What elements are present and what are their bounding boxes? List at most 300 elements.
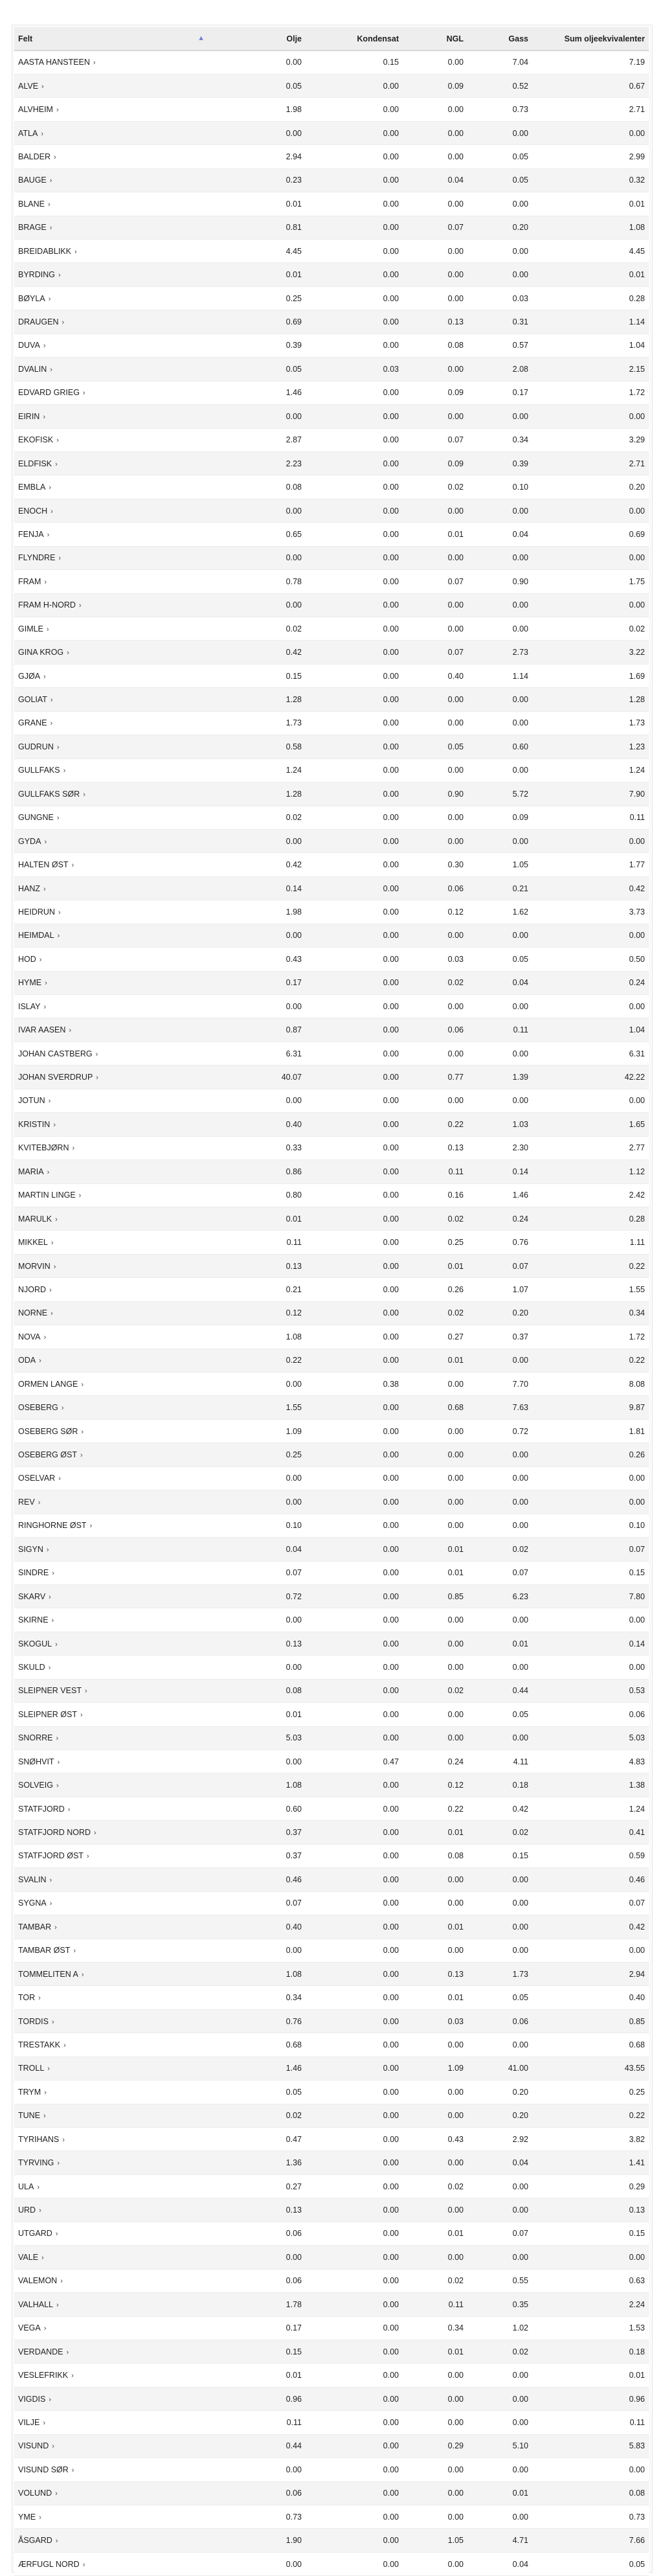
field-link[interactable]: JOTUN [18,1096,45,1106]
field-name-cell[interactable] [14,2104,208,2127]
field-link[interactable]: BAUGE [18,176,47,185]
field-name-cell[interactable] [14,1962,208,1985]
field-name-cell[interactable] [14,381,208,404]
chevron-right-icon[interactable]: › [44,838,47,846]
field-name-cell[interactable] [14,641,208,664]
field-name-cell[interactable] [14,1891,208,1915]
field-link[interactable]: TAMBAR ØST [18,1946,71,1955]
field-link[interactable]: SNØHVIT [18,1757,54,1766]
field-name-cell[interactable] [14,546,208,569]
field-name-cell[interactable] [14,758,208,782]
chevron-right-icon[interactable]: › [81,1970,84,1979]
chevron-right-icon[interactable]: › [54,1923,57,1932]
chevron-right-icon[interactable]: › [46,1545,49,1554]
field-name-cell[interactable] [14,948,208,971]
chevron-right-icon[interactable]: › [48,1663,51,1672]
chevron-right-icon[interactable]: › [84,1687,87,1696]
field-name-cell[interactable] [14,2057,208,2080]
field-name-cell[interactable] [14,1466,208,1490]
field-name-cell[interactable] [14,1514,208,1537]
field-link[interactable]: SOLVEIG [18,1781,53,1790]
chevron-right-icon[interactable]: › [39,1357,41,1365]
field-name-cell[interactable] [14,711,208,735]
field-link[interactable]: SKARV [18,1591,46,1601]
field-link[interactable]: HEIDRUN [18,907,55,917]
field-name-cell[interactable] [14,2387,208,2410]
chevron-right-icon[interactable]: › [66,2348,69,2356]
field-link[interactable]: SKOGUL [18,1639,52,1648]
field-name-cell[interactable] [14,168,208,192]
chevron-right-icon[interactable]: › [46,625,49,633]
chevron-right-icon[interactable]: › [80,1452,83,1460]
chevron-right-icon[interactable]: › [81,1428,84,1436]
field-name-cell[interactable] [14,2033,208,2057]
field-name-cell[interactable] [14,971,208,994]
chevron-right-icon[interactable]: › [47,2065,50,2073]
field-link[interactable]: OSEBERG ØST [18,1450,77,1460]
field-name-cell[interactable] [14,2529,208,2552]
field-name-cell[interactable] [14,900,208,924]
chevron-right-icon[interactable]: › [52,1569,54,1578]
field-name-cell[interactable] [14,1207,208,1230]
field-name-cell[interactable] [14,617,208,641]
field-name-cell[interactable] [14,2552,208,2575]
chevron-right-icon[interactable]: › [56,437,59,445]
chevron-right-icon[interactable]: › [50,696,53,705]
chevron-right-icon[interactable]: › [67,649,69,657]
field-name-cell[interactable] [14,286,208,310]
field-link[interactable]: SINDRE [18,1568,49,1578]
field-link[interactable]: OSEBERG SØR [18,1426,78,1436]
chevron-right-icon[interactable]: › [48,1097,51,1106]
chevron-right-icon[interactable]: › [55,2490,58,2498]
chevron-right-icon[interactable]: › [89,1522,93,1531]
column-header-felt[interactable] [14,27,208,51]
field-name-cell[interactable] [14,1042,208,1065]
chevron-right-icon[interactable]: › [49,484,52,492]
field-link[interactable]: TROLL [18,2064,45,2073]
field-name-cell[interactable] [14,2505,208,2529]
field-link[interactable]: ENOCH [18,506,48,516]
chevron-right-icon[interactable]: › [57,932,60,940]
field-name-cell[interactable] [14,1868,208,1891]
field-link[interactable]: VALE [18,2252,39,2262]
field-name-cell[interactable] [14,853,208,876]
field-link[interactable]: BYRDING [18,270,55,280]
field-name-cell[interactable] [14,1608,208,1632]
field-link[interactable]: TUNE [18,2111,41,2121]
field-link[interactable]: DUVA [18,341,40,350]
field-link[interactable]: GOLIAT [18,695,47,705]
chevron-right-icon[interactable]: › [55,460,58,468]
field-name-cell[interactable] [14,2434,208,2457]
field-link[interactable]: ALVHEIM [18,105,53,115]
chevron-right-icon[interactable]: › [49,1876,52,1884]
field-link[interactable]: MORVIN [18,1261,51,1271]
field-name-cell[interactable] [14,523,208,546]
field-name-cell[interactable] [14,1679,208,1702]
field-link[interactable]: ORMEN LANGE [18,1379,78,1389]
chevron-right-icon[interactable]: › [60,2277,63,2286]
field-link[interactable]: STATFJORD ØST [18,1851,84,1861]
chevron-right-icon[interactable]: › [49,2395,52,2404]
field-name-cell[interactable] [14,74,208,97]
field-link[interactable]: GRANE [18,718,47,728]
chevron-right-icon[interactable]: › [81,1380,84,1389]
field-name-cell[interactable] [14,2364,208,2387]
chevron-right-icon[interactable]: › [55,2230,58,2239]
chevron-right-icon[interactable]: › [58,554,62,563]
chevron-right-icon[interactable]: › [43,413,46,421]
field-name-cell[interactable] [14,405,208,428]
chevron-right-icon[interactable]: › [63,2041,66,2049]
field-link[interactable]: FLYNDRE [18,553,56,563]
field-link[interactable]: URD [18,2206,36,2215]
chevron-right-icon[interactable]: › [50,720,53,728]
field-link[interactable]: BLANE [18,199,45,209]
field-name-cell[interactable] [14,145,208,168]
field-name-cell[interactable] [14,1443,208,1466]
field-name-cell[interactable] [14,1301,208,1325]
field-link[interactable]: HYME [18,978,42,988]
field-name-cell[interactable] [14,475,208,499]
field-link[interactable]: OSEBERG [18,1403,58,1413]
chevron-right-icon[interactable]: › [56,1735,59,1743]
chevron-right-icon[interactable]: › [41,82,44,91]
field-name-cell[interactable] [14,1419,208,1442]
field-name-cell[interactable] [14,806,208,829]
field-link[interactable]: STATFJORD NORD [18,1828,91,1838]
chevron-right-icon[interactable]: › [71,2372,74,2380]
chevron-right-icon[interactable]: › [55,2537,58,2546]
chevron-right-icon[interactable]: › [53,1121,56,1129]
field-link[interactable]: TRESTAKK [18,2040,61,2049]
field-name-cell[interactable] [14,1136,208,1159]
chevron-right-icon[interactable]: › [52,2443,54,2451]
field-name-cell[interactable] [14,735,208,758]
chevron-right-icon[interactable]: › [43,342,46,350]
chevron-right-icon[interactable]: › [51,507,53,516]
chevron-right-icon[interactable]: › [62,319,65,327]
field-name-cell[interactable] [14,2411,208,2434]
chevron-right-icon[interactable]: › [50,365,52,374]
field-link[interactable]: ODA [18,1356,36,1365]
chevron-right-icon[interactable]: › [62,2136,65,2144]
field-name-cell[interactable] [14,924,208,947]
chevron-right-icon[interactable]: › [49,1286,52,1294]
field-link[interactable]: ULA [18,2182,34,2191]
chevron-right-icon[interactable]: › [67,1805,71,1814]
chevron-right-icon[interactable]: › [56,1782,59,1790]
field-name-cell[interactable] [14,2458,208,2481]
field-link[interactable]: MARTIN LINGE [18,1191,76,1200]
field-name-cell[interactable] [14,1254,208,1277]
field-name-cell[interactable] [14,782,208,806]
field-link[interactable]: VERDANDE [18,2347,63,2356]
chevron-right-icon[interactable]: › [43,2112,46,2121]
field-name-cell[interactable] [14,829,208,852]
chevron-right-icon[interactable]: › [43,1333,47,1341]
field-name-cell[interactable] [14,192,208,216]
field-link[interactable]: BRAGE [18,223,47,233]
field-name-cell[interactable] [14,358,208,381]
field-name-cell[interactable] [14,499,208,522]
field-link[interactable]: BALDER [18,152,51,161]
column-header-gass[interactable] [467,27,532,51]
chevron-right-icon[interactable]: › [51,1310,53,1318]
chevron-right-icon[interactable]: › [95,1050,98,1058]
chevron-right-icon[interactable]: › [55,1215,58,1224]
field-name-cell[interactable] [14,1915,208,1939]
chevron-right-icon[interactable]: › [41,2253,44,2262]
chevron-right-icon[interactable]: › [39,2207,41,2215]
chevron-right-icon[interactable]: › [96,1074,98,1082]
field-name-cell[interactable] [14,1160,208,1183]
field-link[interactable]: STATFJORD [18,1804,65,1814]
field-name-cell[interactable] [14,1561,208,1584]
chevron-right-icon[interactable]: › [93,59,96,67]
field-link[interactable]: GUDRUN [18,742,54,751]
field-name-cell[interactable] [14,1231,208,1254]
field-link[interactable]: SLEIPNER ØST [18,1709,77,1719]
field-name-cell[interactable] [14,1490,208,1514]
field-link[interactable]: GUNGNE [18,813,54,823]
chevron-right-icon[interactable]: › [78,602,82,610]
field-name-cell[interactable] [14,1703,208,1726]
field-link[interactable]: NJORD [18,1284,47,1294]
field-name-cell[interactable] [14,2222,208,2245]
field-name-cell[interactable] [14,1726,208,1750]
field-link[interactable]: SLEIPNER VEST [18,1686,82,1696]
field-link[interactable]: HEIMDAL [18,931,54,940]
field-name-cell[interactable] [14,240,208,263]
field-name-cell[interactable] [14,2151,208,2174]
chevron-right-icon[interactable]: › [69,1027,72,1035]
field-name-cell[interactable] [14,995,208,1018]
chevron-right-icon[interactable]: › [86,1852,89,1861]
field-link[interactable]: KVITEBJØRN [18,1143,69,1153]
field-link[interactable]: TOMMELITEN A [18,1969,78,1979]
field-name-cell[interactable] [14,2128,208,2151]
chevron-right-icon[interactable]: › [43,1003,47,1011]
field-name-cell[interactable] [14,1183,208,1207]
field-link[interactable]: RINGHORNE ØST [18,1521,87,1531]
chevron-right-icon[interactable]: › [57,1758,60,1766]
chevron-right-icon[interactable]: › [71,2466,74,2474]
field-link[interactable]: BREIDABLIKK [18,246,71,256]
field-name-cell[interactable] [14,263,208,286]
chevron-right-icon[interactable]: › [45,979,47,988]
chevron-right-icon[interactable]: › [71,861,74,870]
field-link[interactable]: EDVARD GRIEG [18,388,80,398]
field-name-cell[interactable] [14,1844,208,1867]
field-link[interactable]: NOVA [18,1332,41,1341]
field-link[interactable]: DVALIN [18,364,47,374]
field-link[interactable]: ALVE [18,81,39,91]
field-name-cell[interactable] [14,216,208,239]
chevron-right-icon[interactable]: › [58,1475,61,1483]
field-link[interactable]: JOHAN CASTBERG [18,1049,93,1058]
field-name-cell[interactable] [14,1325,208,1349]
field-link[interactable]: GULLFAKS [18,766,60,775]
chevron-right-icon[interactable]: › [57,2160,60,2168]
chevron-right-icon[interactable]: › [74,247,77,256]
field-name-cell[interactable] [14,1632,208,1655]
field-name-cell[interactable] [14,1373,208,1396]
field-name-cell[interactable] [14,310,208,334]
chevron-right-icon[interactable]: › [55,1640,58,1648]
field-link[interactable]: NORNE [18,1308,48,1318]
field-link[interactable]: VALHALL [18,2299,53,2309]
field-link[interactable]: YME [18,2512,36,2522]
field-link[interactable]: VESLEFRIKK [18,2371,69,2380]
chevron-right-icon[interactable]: › [44,578,47,586]
field-link[interactable]: ATLA [18,128,38,138]
field-name-cell[interactable] [14,1986,208,2009]
field-link[interactable]: FENJA [18,529,44,539]
field-link[interactable]: SKULD [18,1662,45,1672]
field-name-cell[interactable] [14,1018,208,1042]
field-name-cell[interactable] [14,2269,208,2292]
field-name-cell[interactable] [14,121,208,144]
field-link[interactable]: ELDFISK [18,459,52,468]
field-link[interactable]: AASTA HANSTEEN [18,58,90,67]
chevron-right-icon[interactable]: › [58,271,61,280]
field-name-cell[interactable] [14,1396,208,1419]
chevron-right-icon[interactable]: › [48,200,51,209]
field-link[interactable]: SVALIN [18,1875,47,1884]
field-link[interactable]: OSELVAR [18,1474,56,1483]
field-name-cell[interactable] [14,98,208,121]
chevron-right-icon[interactable]: › [47,530,50,539]
field-name-cell[interactable] [14,428,208,451]
field-name-cell[interactable] [14,2246,208,2269]
field-link[interactable]: KRISTIN [18,1119,51,1129]
chevron-right-icon[interactable]: › [41,130,44,138]
field-name-cell[interactable] [14,1750,208,1773]
chevron-right-icon[interactable]: › [43,672,46,681]
chevron-right-icon[interactable]: › [80,1711,83,1719]
field-link[interactable]: EKOFISK [18,435,54,445]
field-name-cell[interactable] [14,1656,208,1679]
chevron-right-icon[interactable]: › [48,295,51,303]
chevron-right-icon[interactable]: › [82,2560,85,2569]
field-name-cell[interactable] [14,1538,208,1561]
field-link[interactable]: ISLAY [18,1001,41,1011]
chevron-right-icon[interactable]: › [83,790,85,799]
field-link[interactable]: SYGNA [18,1898,47,1908]
field-name-cell[interactable] [14,1349,208,1372]
field-link[interactable]: GIMLE [18,624,43,633]
field-link[interactable]: TORDIS [18,2016,49,2026]
chevron-right-icon[interactable]: › [73,1947,76,1955]
sort-up-icon[interactable]: ▲ [197,34,205,42]
chevron-right-icon[interactable]: › [51,1617,54,1625]
chevron-right-icon[interactable]: › [58,908,61,917]
field-link[interactable]: GULLFAKS SØR [18,789,80,799]
field-link[interactable]: EMBLA [18,483,46,492]
field-name-cell[interactable] [14,688,208,711]
field-name-cell[interactable] [14,1278,208,1301]
field-link[interactable]: ÆRFUGL NORD [18,2559,80,2569]
field-name-cell[interactable] [14,570,208,593]
field-link[interactable]: REV [18,1497,35,1507]
field-link[interactable]: ÅSGARD [18,2536,52,2546]
field-name-cell[interactable] [14,2080,208,2104]
field-link[interactable]: FRAM [18,576,41,586]
chevron-right-icon[interactable]: › [43,2325,47,2333]
chevron-right-icon[interactable]: › [56,2301,59,2309]
field-link[interactable]: SKIRNE [18,1615,49,1625]
field-link[interactable]: MARULK [18,1214,52,1224]
field-link[interactable]: GYDA [18,836,41,846]
chevron-right-icon[interactable]: › [72,1145,75,1153]
field-link[interactable]: IVAR AASEN [18,1025,66,1035]
chevron-right-icon[interactable]: › [39,955,42,964]
chevron-right-icon[interactable]: › [49,224,52,233]
field-link[interactable]: HOD [18,954,36,964]
field-name-cell[interactable] [14,1066,208,1089]
chevron-right-icon[interactable]: › [94,1829,96,1838]
field-name-cell[interactable] [14,1939,208,1962]
field-link[interactable]: SIGYN [18,1544,43,1554]
field-link[interactable]: VALEMON [18,2276,58,2286]
chevron-right-icon[interactable]: › [38,1498,41,1507]
chevron-right-icon[interactable]: › [52,2018,54,2026]
field-name-cell[interactable] [14,1113,208,1136]
field-link[interactable]: VILJE [18,2417,40,2427]
field-name-cell[interactable] [14,2009,208,2033]
field-name-cell[interactable] [14,451,208,475]
field-link[interactable]: SNORRE [18,1733,53,1743]
chevron-right-icon[interactable]: › [56,814,60,823]
field-name-cell[interactable] [14,2481,208,2505]
field-link[interactable]: GINA KROG [18,648,64,657]
field-name-cell[interactable] [14,1584,208,1608]
chevron-right-icon[interactable]: › [56,743,60,751]
chevron-right-icon[interactable]: › [56,106,59,115]
field-link[interactable]: HANZ [18,883,41,893]
field-name-cell[interactable] [14,1821,208,1844]
column-header-olje[interactable] [208,27,306,51]
chevron-right-icon[interactable]: › [53,1262,56,1271]
chevron-right-icon[interactable]: › [63,767,66,775]
field-link[interactable]: TOR [18,1993,36,2003]
field-link[interactable]: UTGARD [18,2229,52,2239]
field-name-cell[interactable] [14,1797,208,1820]
field-link[interactable]: VISUND SØR [18,2465,69,2474]
field-link[interactable]: VISUND [18,2441,49,2451]
field-link[interactable]: VEGA [18,2323,41,2333]
field-link[interactable]: HALTEN ØST [18,860,69,870]
chevron-right-icon[interactable]: › [61,1404,64,1413]
field-link[interactable]: BØYLA [18,293,45,303]
field-link[interactable]: TYRIHANS [18,2134,60,2144]
field-name-cell[interactable] [14,593,208,617]
field-name-cell[interactable] [14,2293,208,2316]
field-link[interactable]: MARIA [18,1167,44,1176]
field-link[interactable]: EIRIN [18,411,40,421]
field-link[interactable]: GJØA [18,671,41,681]
field-name-cell[interactable] [14,876,208,900]
field-link[interactable]: TRYM [18,2087,41,2097]
field-link[interactable]: TAMBAR [18,1922,52,1932]
chevron-right-icon[interactable]: › [78,1192,82,1200]
field-name-cell[interactable] [14,2198,208,2222]
chevron-right-icon[interactable]: › [44,2088,47,2097]
chevron-right-icon[interactable]: › [82,389,85,398]
chevron-right-icon[interactable]: › [49,1900,52,1908]
